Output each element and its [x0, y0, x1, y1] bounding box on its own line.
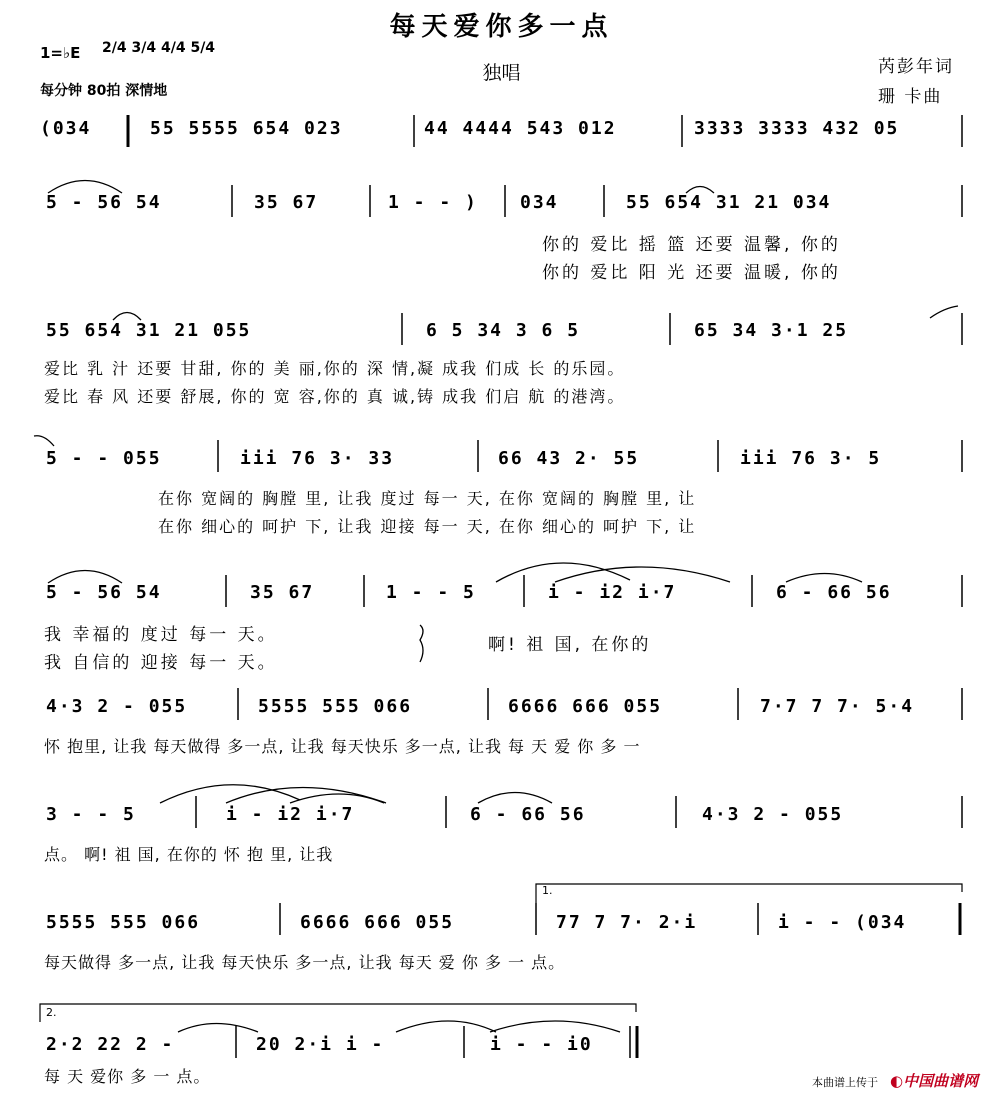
measure: 5 - 56 54 [46, 192, 162, 213]
measure: 5 - 56 54 [46, 582, 162, 603]
measure: 1 - - 5 [386, 582, 476, 603]
key-signature: 1=♭E [40, 44, 81, 62]
slur [160, 785, 300, 803]
slur [290, 794, 384, 803]
lyric-verse-2: 我 自信的 迎接 每一 天。 [44, 653, 278, 673]
lyric-line: 怀 抱里, 让我 每天做得 多一点, 让我 每天快乐 多一点, 让我 每 天 爱 你 多 一 [44, 737, 641, 756]
slur [555, 567, 730, 582]
measure: i - i2 i·7 [548, 582, 677, 603]
measure: 034 [520, 192, 559, 213]
lyric-line: 每天做得 多一点, 让我 每天快乐 多一点, 让我 每天 爱 你 多 一 点。 [44, 953, 566, 972]
lyric-verse-1: 在你 宽阔的 胸膛 里, 让我 度过 每一 天, 在你 宽阔的 胸膛 里, 让 [158, 489, 697, 508]
slur [34, 436, 54, 446]
measure: 6666 666 055 [300, 912, 455, 933]
measure: 5555 555 066 [258, 696, 413, 717]
lyric-verse-2: 在你 细心的 呵护 下, 让我 迎接 每一 天, 在你 细心的 呵护 下, 让 [158, 517, 697, 536]
time-signature: 4/4 [160, 40, 186, 56]
measure: 4·3 2 - 055 [46, 696, 188, 717]
measure: i - - i0 [490, 1034, 593, 1055]
measure: 4·3 2 - 055 [702, 804, 844, 825]
measure: iii 76 3· 33 [240, 448, 395, 469]
measure: 3333 3333 432 05 [694, 118, 900, 139]
lyric-chorus: 啊! 祖 国, 在你的 [488, 635, 652, 655]
measure: 66 43 2· 55 [498, 448, 640, 469]
measure: (034 [40, 118, 92, 139]
measure: 5555 555 066 [46, 912, 201, 933]
measure: 2·2 22 2 - [46, 1034, 175, 1055]
slur [396, 1021, 496, 1032]
time-signature: 2/4 [102, 40, 127, 56]
composer-credit: 珊 卡曲 [878, 87, 943, 107]
measure: 6 5 34 3 6 5 [426, 320, 581, 341]
volta-bracket [536, 884, 962, 903]
lyric-verse-2: 你的 爱比 阳 光 还要 温暖, 你的 [542, 263, 841, 283]
volta-bracket [40, 1004, 636, 1022]
measure: 35 67 [254, 192, 319, 213]
time-signature: 3/4 [131, 40, 157, 56]
measure: 55 654 31 21 034 [626, 192, 832, 213]
brace [420, 625, 423, 662]
measure: 5 - - 055 [46, 448, 162, 469]
measure: 7·7 7 7· 5·4 [760, 696, 915, 717]
volta-label: 2. [46, 1006, 57, 1019]
measure: 6666 666 055 [508, 696, 663, 717]
volta-label: 1. [542, 884, 553, 897]
measure: 6 - 66 56 [470, 804, 586, 825]
measure: i - - (034 [778, 912, 907, 933]
logo-icon: ◐ [890, 1072, 904, 1090]
measure: iii 76 3· 5 [740, 448, 882, 469]
upload-note: 本曲谱上传于 [812, 1076, 878, 1089]
measure: 65 34 3·1 25 [694, 320, 849, 341]
slur [178, 1024, 258, 1033]
score-title: 每天爱你多一点 [389, 12, 614, 42]
site-logo-text: 中国曲谱网 [903, 1072, 979, 1090]
slur [786, 574, 862, 583]
lyric-verse-1: 我 幸福的 度过 每一 天。 [44, 625, 278, 645]
lyricist-credit: 芮彭年词 [878, 57, 954, 77]
measure: 55 5555 654 023 [150, 118, 343, 139]
slur [113, 313, 141, 321]
lyric-verse-1: 爱比 乳 汁 还要 甘甜, 你的 美 丽,你的 深 情,凝 成我 们成 长 的乐园。 [44, 359, 626, 378]
lyric-line: 点。 啊! 祖 国, 在你的 怀 抱 里, 让我 [44, 845, 334, 864]
slur [226, 788, 386, 804]
measure: 77 7 7· 2·i [556, 912, 698, 933]
measure: 35 67 [250, 582, 315, 603]
measure: i - i2 i·7 [226, 804, 355, 825]
slur [478, 793, 552, 804]
site-logo[interactable] [890, 1070, 978, 1091]
measure: 6 - 66 56 [776, 582, 892, 603]
lyric-line: 每 天 爱你 多 一 点。 [44, 1067, 211, 1086]
measure: 20 2·i i - [256, 1034, 385, 1055]
measure: 3 - - 5 [46, 804, 136, 825]
lyric-verse-1: 你的 爱比 摇 篮 还要 温馨, 你的 [542, 235, 841, 255]
measure: 44 4444 543 012 [424, 118, 617, 139]
measure: 1 - - ) [388, 192, 478, 213]
time-signature: 5/4 [190, 40, 216, 56]
measure: 55 654 31 21 055 [46, 320, 252, 341]
slur [490, 1021, 620, 1032]
lyric-verse-2: 爱比 春 风 还要 舒展, 你的 宽 容,你的 真 诚,铸 成我 们启 航 的港湾。 [44, 387, 626, 406]
tempo-marking: 每分钟 80拍 深情地 [40, 83, 168, 99]
performance-type: 独唱 [482, 62, 521, 84]
slur [930, 306, 958, 318]
